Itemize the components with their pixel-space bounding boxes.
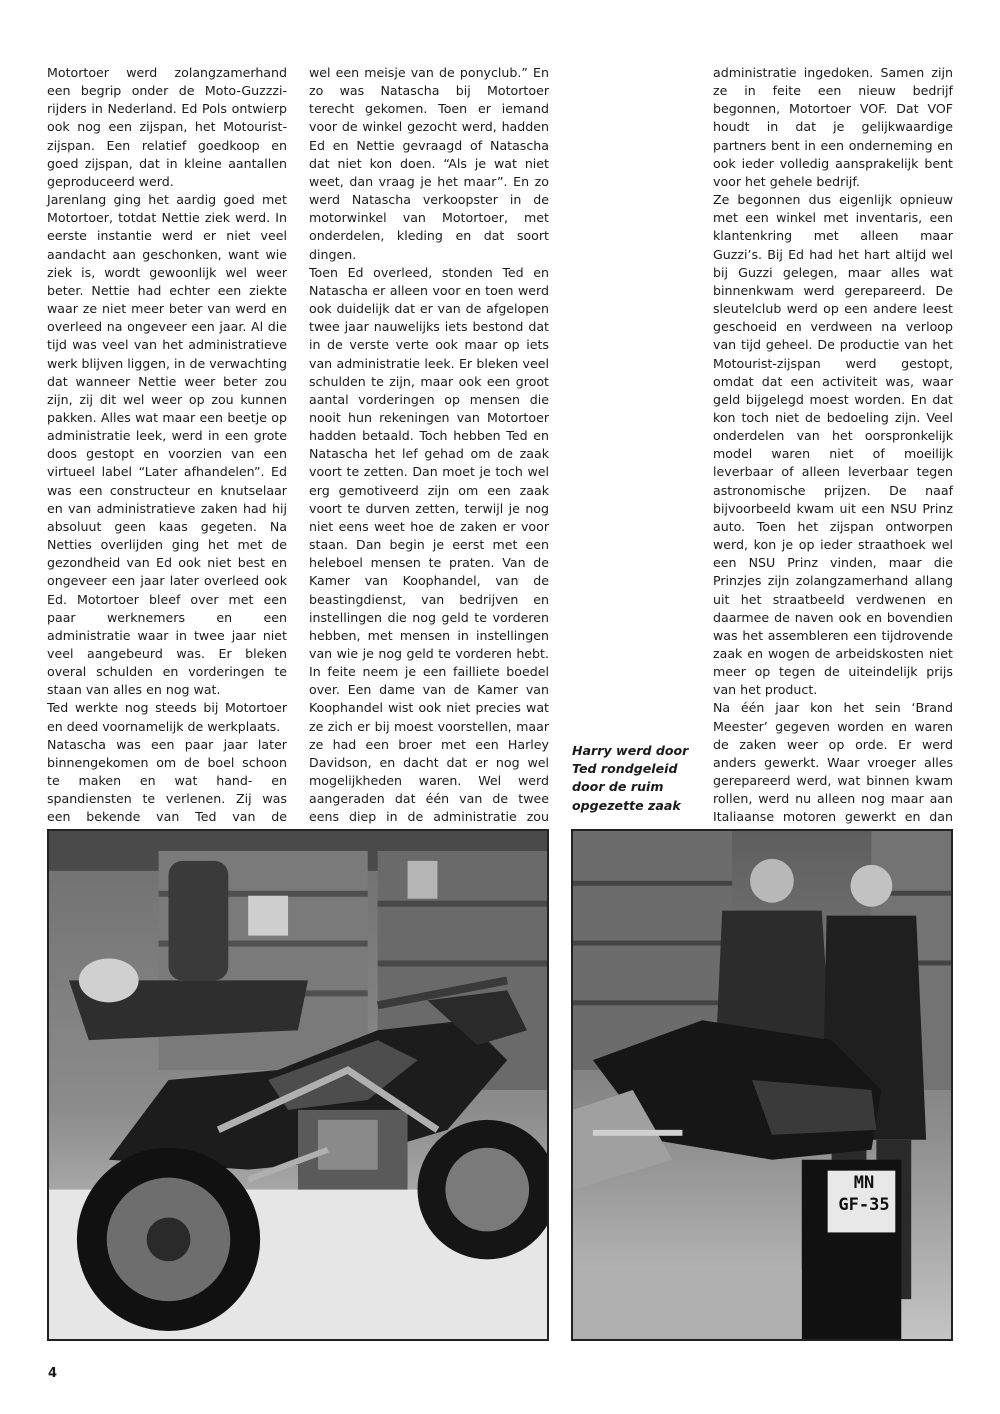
motorcycle-photo [47, 829, 549, 1341]
article-column-3 [713, 64, 953, 917]
article-column-1 [47, 64, 287, 917]
license-plate-line: GF-35 [838, 1195, 890, 1215]
caption-line: Ted rondgeleid [572, 761, 678, 777]
license-plate [829, 1172, 899, 1216]
paragraph: Na één jaar kon het sein ‘Brand Meester’ gegeven worden en waren de zaken weer op orde. Er werd anders gewerkt. Waar vroeger alles gerepareerd werd, wat binnen kwam rollen, werd nu alleen nog maar aan Italiaanse motoren gewerkt en dan [713, 700, 953, 825]
caption-line: door de ruim [572, 779, 664, 795]
license-plate-line: MN [853, 1173, 875, 1193]
workshop-photo-image [573, 831, 951, 1339]
caption-line: opgezette zaak [572, 797, 681, 813]
paragraph: Ted werkte nog steeds bij Motortoer en deed voornamelijk de werkplaats. [47, 700, 287, 734]
motorcycle-photo-image [49, 831, 547, 1339]
paragraph: administratie ingedoken. Samen zijn ze in feite een nieuw bedrijf begonnen, Motortoer VOF. Dat VOF houdt in dat je gelijkwaardige partners bent in een onderneming en ook ieder volledig aansprakelijk bent voor het gehele bedrijf. [713, 65, 953, 189]
photo-caption [572, 742, 702, 815]
paragraph: wel een meisje van de ponyclub.” En zo was Natascha bij Motortoer terecht gekomen. Toen er iemand voor de winkel gezocht werd, hadden Ed en Nettie gevraagd of Natascha dat niet kon doen. “Als je wat niet weet, dan vraag je het maar”. En zo werd Natascha verkoopster in de motorwinkel van Motortoer, met onderdelen, kleding en dat soort dingen. [309, 65, 549, 262]
paragraph: Natascha was een paar jaar later binnengekomen om de boel schoon te maken en wat hand- en spandiensten te verlenen. Zij was een bekende van Ted van de [47, 736, 287, 825]
paragraph: Jarenlang ging het aardig goed met Motortoer, totdat Nettie ziek werd. In eerste instantie werd er niet veel aandacht aan geschonken, want wie ziek is, wordt gewoonlijk wel weer beter. Nettie had echter een ziekte waar ze niet meer beter van werd en overleed na ongeveer een jaar. Al die tijd was veel van het administratieve werk blijven liggen, in de verwachting dat wanneer Nettie weer beter zou zijn, zij dit wel weer op zou kunnen pakken. Alles wat maar een beetje op administratie leek, werd in een grote doos gestopt en voorzien van een virtueel label “Later afhandelen”. Ed was een constructeur en knutselaar en van administratieve zaken had hij absoluut geen kaas gegeten. Na Netties overlijden ging het met de gezondheid van Ed ook niet best en ongeveer een jaar later overleed ook Ed. Motortoer bleef over met een paar werknemers en een administratie waar in twee jaar niet veel aangebeurd was. Er bleken overal schulden en vorderingen te staan van alles en nog wat. [47, 192, 287, 698]
paragraph: Ze begonnen dus eigenlijk opnieuw met een winkel met inventaris, een klantenkring met alleen maar Guzzi’s. Bij Ed had het hart altijd wel bij Guzzi gelegen, maar alles wat binnenkwam werd gerepareerd. De sleutelclub werd op een andere leest geschoeid en verdween na verloop van tijd geheel. De productie van het Motourist-zijspan werd gestopt, omdat dat een activiteit was, waar geld bijgelegd moest worden. En dat kon toch niet de bedoeling zijn. Veel onderdelen van het oorspronkelijk model waren niet of moeilijk leverbaar of alleen leverbaar tegen astronomische prijzen. De naaf bijvoorbeeld kwam uit een NSU Prinz auto. Toen het zijspan ontworpen werd, kon je op ieder straathoek wel een NSU Prinz vinden, maar die Prinzjes zijn zolangzamerhand allang uit het straatbeeld verdwenen en daarmee de naven ook en bovendien was het assembleren een tijdrovende zaak en wogen de arbeidskosten niet meer op tegen de uiteindelijk prijs van het product. [713, 192, 953, 698]
workshop-photo [571, 829, 953, 1341]
page-number: 4 [48, 1366, 58, 1381]
caption-line: Harry werd door [572, 743, 689, 758]
paragraph: Motortoer werd zolangzamerhand een begrip onder de Moto-Guzzzi-rijders in Nederland. Ed Pols ontwierp ook nog een zijspan, het Motourist-zijspan. Een relatief goedkoop en goed zijspan, dat in kleine aantallen geproduceerd werd. [47, 65, 287, 189]
paragraph: Toen Ed overleed, stonden Ted en Natascha er alleen voor en toen werd ook duidelijk dat er van de afgelopen twee jaar nauwelijks iets bestond dat in de verste verte ook maar op iets van administratie leek. Er bleken veel schulden te zijn, maar ook een groot aantal vorderingen op mensen die nooit hun rekeningen van Motortoer hadden betaald. Toch hebben Ted en Natascha het lef gehad om de zaak voort te zetten. Dan moet je toch wel erg gemotiveerd zijn om een zaak voort te durven zetten, terwijl je nog niet eens weet hoe de zaken er voor staan. Dan begin je eerst met een heleboel mensen te praten. Van de Kamer van Koophandel, van de beastingdienst, van bedrijven en instellingen die nog geld te vorderen hebben, met mensen in instellingen van wie je nog geld te vorderen hebt. In feite neem je een failliete boedel over. Een dame van de Kamer van Koophandel wist ook niet precies wat ze zich er bij moest voorstellen, maar ze had een broer met een Harley Davidson, en dacht dat er nog wel mogelijkheden waren. Wel werd aangeraden dat één van de twee eens diep in de administratie zou [309, 264, 549, 825]
article-column-2 [309, 64, 549, 917]
